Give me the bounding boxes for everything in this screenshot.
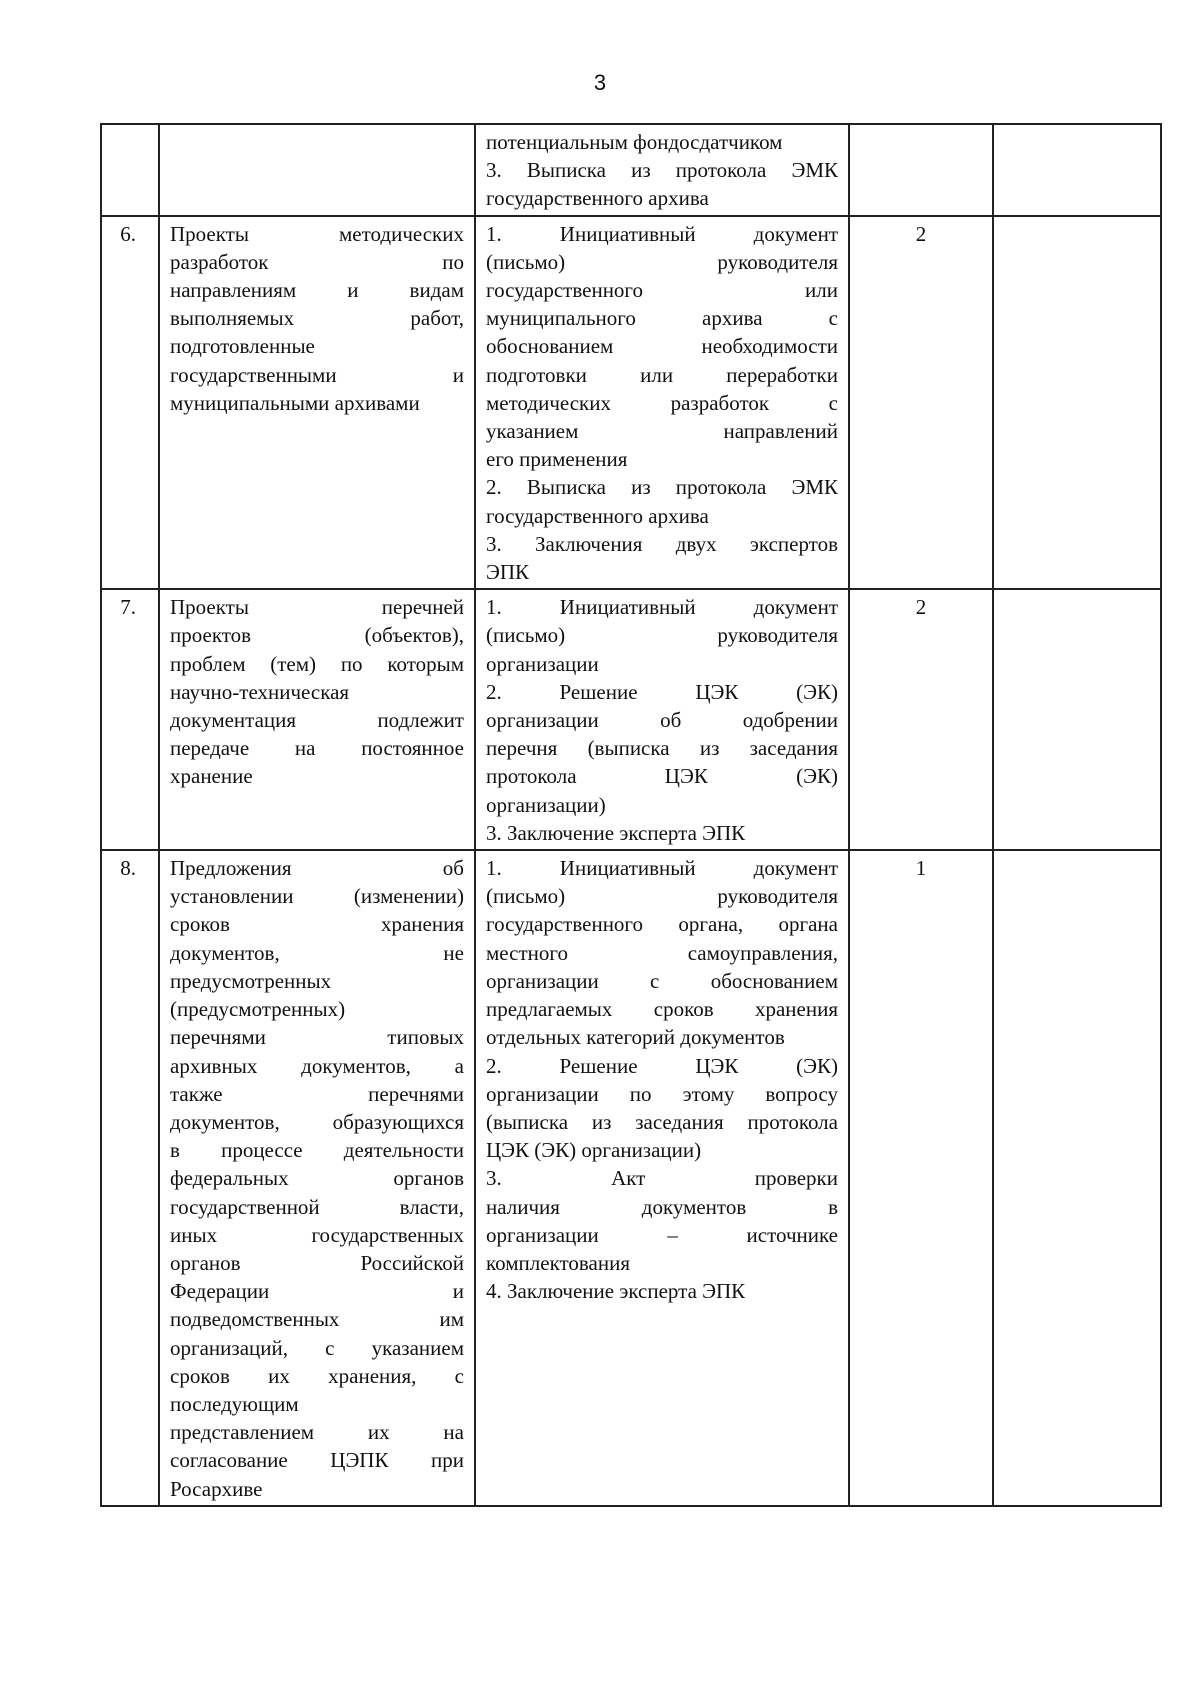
cell-text-line: перечня (выписка из заседания (486, 736, 838, 761)
cell-text-line: установлении (изменении) (170, 884, 464, 909)
table-row (101, 850, 1161, 1506)
cell-text-line: 3. Заключение эксперта ЭПК (486, 820, 746, 845)
row-number-cell: 7. (101, 589, 159, 850)
cell-text-line: архивных документов, а (170, 1053, 464, 1078)
cell-text-line: указанием направлений (486, 419, 838, 444)
cell-text-line: протокола ЦЭК (ЭК) (486, 764, 838, 789)
cell-text-line: выполняемых работ, (170, 306, 464, 331)
cell-text-line: методических разработок с (486, 390, 838, 415)
cell-text-line: государственной власти, (170, 1194, 464, 1219)
cell-text-line: сроков их хранения, с (170, 1363, 464, 1388)
document-type-cell (159, 850, 475, 1506)
document-table (100, 123, 1162, 1507)
cell-text-line: 3. Выписка из протокола ЭМК (486, 158, 838, 183)
cell-text-line: проблем (тем) по которым (170, 651, 464, 676)
row-number-cell: 6. (101, 216, 159, 590)
cell-text-line: документов, образующихся (170, 1109, 464, 1134)
cell-text-line: 2. Выписка из протокола ЭМК (486, 475, 838, 500)
cell-text-line: ЦЭК (ЭК) организации) (486, 1138, 702, 1163)
cell-text-line: подведомственных им (170, 1307, 464, 1332)
note-cell (993, 216, 1161, 590)
row-number-cell: 8. (101, 850, 159, 1506)
cell-text-line: государственного или (486, 278, 838, 303)
page-number: 3 (593, 70, 607, 95)
note-cell (993, 124, 1161, 216)
cell-text-line: предлагаемых сроков хранения (486, 997, 838, 1022)
cell-text-line: 4. Заключение эксперта ЭПК (486, 1279, 746, 1304)
cell-text-line: сроков хранения (170, 912, 464, 937)
cell-text-line: в процессе деятельности (170, 1138, 464, 1163)
cell-text-line: перечнями типовых (170, 1025, 464, 1050)
cell-text-line: 1. Инициативный документ (486, 595, 838, 620)
cell-text-line: направлениям и видам (170, 278, 464, 303)
cell-text-line: государственного органа, органа (486, 912, 838, 937)
cell-text-line: последующим (170, 1391, 299, 1416)
document-type-cell (159, 589, 475, 850)
cell-text-line: Проекты перечней (170, 595, 464, 620)
required-documents-cell (475, 216, 849, 590)
cell-text-line: организации об одобрении (486, 708, 838, 733)
note-cell (993, 850, 1161, 1506)
cell-text-line: проектов (объектов), (170, 623, 464, 648)
cell-text-line: государственными и (170, 362, 464, 387)
copies-count-cell (849, 124, 993, 216)
cell-text-line: иных государственных (170, 1222, 464, 1247)
cell-text-line: научно-техническая (170, 679, 350, 704)
cell-text-line: документов, не (170, 940, 464, 965)
cell-text-line: комплектования (486, 1250, 630, 1275)
document-type-cell (159, 124, 475, 216)
cell-text-line: его применения (486, 447, 628, 472)
cell-text-line: разработок по (170, 249, 464, 274)
cell-text-line: организации) (486, 792, 606, 817)
cell-text-line: организации (486, 651, 599, 676)
required-documents-cell (475, 850, 849, 1506)
cell-text-line: федеральных органов (170, 1166, 464, 1191)
cell-text-line: (письмо) руководителя (486, 884, 838, 909)
cell-text-line: передаче на постоянное (170, 736, 464, 761)
cell-text-line: 3. Заключения двух экспертов (486, 531, 838, 556)
cell-text-line: Предложения об (170, 856, 464, 881)
cell-text-line: организации – источнике (486, 1222, 838, 1247)
cell-text-line: обоснованием необходимости (486, 334, 838, 359)
copies-count-cell: 1 (849, 850, 993, 1506)
required-documents-cell (475, 124, 849, 216)
cell-text-line: 2. Решение ЦЭК (ЭК) (486, 679, 838, 704)
cell-text-line: (выписка из заседания протокола (486, 1109, 838, 1134)
note-cell (993, 589, 1161, 850)
required-documents-cell (475, 589, 849, 850)
cell-text-line: государственного архива (486, 503, 709, 528)
cell-text-line: (письмо) руководителя (486, 249, 838, 274)
row-number-cell (101, 124, 159, 216)
cell-text-line: представлением их на (170, 1420, 464, 1445)
cell-text-line: 1. Инициативный документ (486, 856, 838, 881)
cell-text-line: потенциальным фондосдатчиком (486, 130, 783, 154)
cell-text-line: организаций, с указанием (170, 1335, 464, 1360)
cell-text-line: хранение (170, 764, 253, 789)
table-row (101, 589, 1161, 850)
cell-text-line: наличия документов в (486, 1194, 838, 1219)
cell-text-line: Проекты методических (170, 221, 464, 246)
copies-count-cell: 2 (849, 216, 993, 590)
cell-text-line: муниципальными архивами (170, 390, 420, 415)
copies-count-cell: 2 (849, 589, 993, 850)
cell-text-line: организации по этому вопросу (486, 1081, 838, 1106)
cell-text-line: подготовки или переработки (486, 362, 838, 387)
table-row (101, 216, 1161, 590)
cell-text-line: ЭПК (486, 560, 530, 585)
cell-text-line: согласование ЦЭПК при (170, 1448, 464, 1473)
cell-text-line: (предусмотренных) (170, 997, 346, 1022)
cell-text-line: органов Российской (170, 1250, 464, 1275)
cell-text-line: предусмотренных (170, 968, 332, 993)
cell-text-line: государственного архива (486, 186, 709, 211)
cell-text-line: муниципального архива с (486, 306, 838, 331)
cell-text-line: Росархиве (170, 1476, 263, 1501)
table-row (101, 124, 1161, 216)
cell-text-line: (письмо) руководителя (486, 623, 838, 648)
cell-text-line: 3. Акт проверки (486, 1166, 838, 1191)
cell-text-line: отдельных категорий документов (486, 1025, 785, 1050)
cell-text-line: документация подлежит (170, 708, 464, 733)
cell-text-line: Федерации и (170, 1279, 464, 1304)
document-type-cell (159, 216, 475, 590)
cell-text-line: организации с обоснованием (486, 968, 838, 993)
cell-text-line: подготовленные (170, 334, 315, 359)
cell-text-line: местного самоуправления, (486, 940, 838, 965)
cell-text-line: 1. Инициативный документ (486, 221, 838, 246)
cell-text-line: также перечнями (170, 1081, 464, 1106)
cell-text-line: 2. Решение ЦЭК (ЭК) (486, 1053, 838, 1078)
